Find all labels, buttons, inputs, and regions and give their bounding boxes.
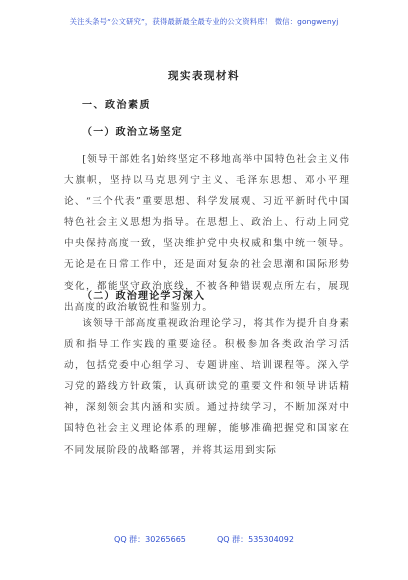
paragraph-political-stance: [领导干部姓名]始终坚定不移地高举中国特色社会主义伟大旗帜，坚持以马克思列宁主义、毛泽东思想、邓小平理论、“三个代表”重要思想、科学发展观、习近平新时代中国特色社会主义思想为指导。在思想上、政治上、行动上同党中央保持高度一致，坚决维护党中央权威和集中统一领导。无论是在日常工作中，还是面对复杂的社会思潮和国际形势变化，都能坚守政治底线，不被各种错误观点所左右，展现出高度的政治敏锐性和鉴别力。 bbox=[64, 154, 350, 313]
paragraph-theory-study: 该领导干部高度重视政治理论学习，将其作为提升自身素质和指导工作实践的重要途径。积极参加各类政治学习活动，包括党委中心组学习、专题讲座、培训课程等。深入学习党的路线方针政策，认真研读党的重要文件和领导讲话精神，深刻领会其内涵和实质。通过持续学习，不断加深对中国特色社会主义理论体系的理解，能够准确把握党和国家在不同发展阶段的战略部署，并将其运用到实际 bbox=[64, 318, 350, 456]
footer-contact bbox=[0, 534, 408, 545]
subsection-heading-political-stance: （一）政治立场坚定 bbox=[82, 127, 183, 138]
promo-banner: 关注头条号“公文研究”，获得最新最全最专业的公文资料库！ 微信：gongwenyj bbox=[69, 17, 339, 26]
section-heading-political-quality: 一、政治素质 bbox=[82, 100, 151, 111]
document-title: 现实表现材料 bbox=[168, 70, 240, 82]
footer-qq-group-1: QQ 群：30265665 bbox=[114, 535, 186, 544]
footer-qq-group-2: QQ 群：535304092 bbox=[217, 535, 294, 544]
subsection-heading-theory-study: （二）政治理论学习深入 bbox=[82, 291, 206, 302]
